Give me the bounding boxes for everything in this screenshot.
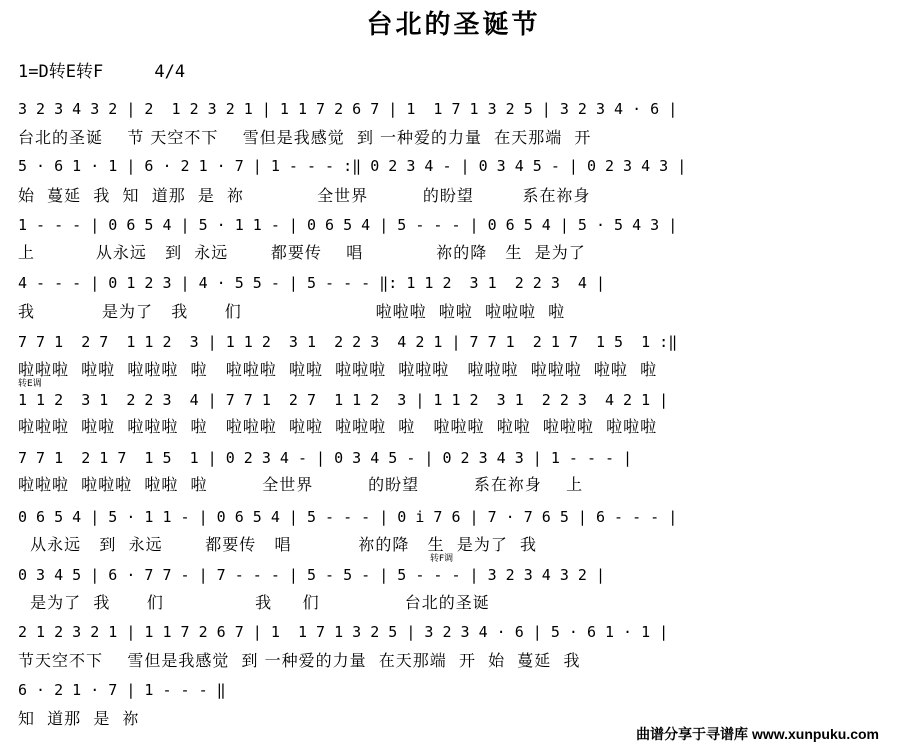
key-change-mark-f: 转F调 [430,554,454,564]
lyric-row-1: 台北的圣诞 节 天空不下 雪但是我感觉 到 一种爱的力量 在天那端 开 [18,128,592,147]
key-change-mark-e: 转E调 [18,379,42,389]
lyric-row-4: 我 是为了 我 们 啦啦啦 啦啦 啦啦啦 啦 [18,302,566,321]
song-title: 台北的圣诞节 [366,10,541,40]
lyric-row-8: 从永远 到 永远 都要传 唱 祢的降 生 是为了 我 [18,535,538,554]
notation-row-11: 6 · 2 1 · 7 | 1 - - - ‖ [18,681,226,699]
notation-row-3: 1 - - - | 0 6 5 4 | 5 · 1 1 - | 0 6 5 4 | 5 - - - | 0 6 5 4 | 5 · 5 4 3 | [18,216,678,234]
notation-row-7: 7 7 1 2 1 7 1 5 1 | 0 2 3 4 - | 0 3 4 5 - | 0 2 3 4 3 | 1 - - - | [18,449,633,467]
lyric-row-9: 是为了 我 们 我 们 台北的圣诞 [18,593,490,612]
lyric-row-5: 啦啦啦 啦啦 啦啦啦 啦 啦啦啦 啦啦 啦啦啦 啦啦啦 啦啦啦 啦啦啦 啦啦 啦 [18,360,658,379]
notation-row-5: 7 7 1 2 7 1 1 2 3 | 1 1 2 3 1 2 2 3 4 2 1 | 7 7 1 2 1 7 1 5 1 :‖ [18,333,678,351]
notation-row-9: 0 3 4 5 | 6 · 7 7 - | 7 - - - | 5 - 5 - | 5 - - - | 3 2 3 4 3 2 | [18,566,605,584]
lyric-row-10: 节天空不下 雪但是我感觉 到 一种爱的力量 在天那端 开 始 蔓延 我 [18,651,581,670]
lyric-row-7: 啦啦啦 啦啦啦 啦啦 啦 全世界 的盼望 系在祢身 上 [18,475,584,494]
lyric-row-6: 啦啦啦 啦啦 啦啦啦 啦 啦啦啦 啦啦 啦啦啦 啦 啦啦啦 啦啦 啦啦啦 啦啦啦 [18,417,658,436]
notation-row-6: 1 1 2 3 1 2 2 3 4 | 7 7 1 2 7 1 1 2 3 | 1 1 2 3 1 2 2 3 4 2 1 | [18,391,669,409]
notation-row-8: 0 6 5 4 | 5 · 1 1 - | 0 6 5 4 | 5 - - - | 0 i 7 6 | 7 · 7 6 5 | 6 - - - | [18,508,678,526]
source-watermark: 曲谱分享于寻谱库 www.xunpuku.com [636,726,879,742]
key-and-time-signature: 1=D转E转F 4/4 [18,62,186,82]
lyric-row-3: 上 从永远 到 永远 都要传 唱 祢的降 生 是为了 [18,243,586,262]
notation-row-10: 2 1 2 3 2 1 | 1 1 7 2 6 7 | 1 1 7 1 3 2 5 | 3 2 3 4 · 6 | 5 · 6 1 · 1 | [18,623,669,641]
notation-row-2: 5 · 6 1 · 1 | 6 · 2 1 · 7 | 1 - - - :‖ 0 2 3 4 - | 0 3 4 5 - | 0 2 3 4 3 | [18,157,687,175]
notation-row-4: 4 - - - | 0 1 2 3 | 4 · 5 5 - | 5 - - - ‖: 1 1 2 3 1 2 2 3 4 | [18,274,605,292]
notation-row-1: 3 2 3 4 3 2 | 2 1 2 3 2 1 | 1 1 7 2 6 7 | 1 1 7 1 3 2 5 | 3 2 3 4 · 6 | [18,100,678,118]
lyric-row-2: 始 蔓延 我 知 道那 是 祢 全世界 的盼望 系在祢身 [18,186,591,205]
lyric-row-11: 知 道那 是 祢 [18,709,140,728]
